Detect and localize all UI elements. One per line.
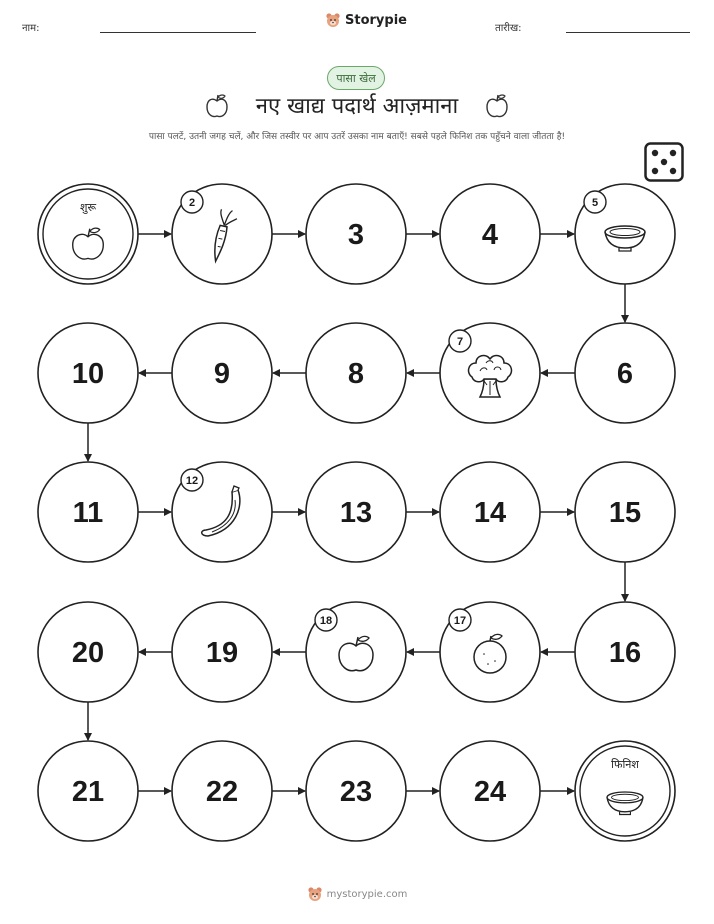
board-space-4 [440,184,540,284]
finish-label: फिनिश [611,758,639,771]
footer-url: mystorypie.com [326,888,408,900]
footer [0,886,714,902]
game-type-tag: पासा खेल [327,66,385,90]
board-space-9 [172,323,272,423]
space-number: 11 [72,497,104,529]
space-number: 14 [473,497,507,529]
space-number: 16 [608,637,642,669]
space-number: 18 [319,615,333,627]
board-space-21 [38,741,138,841]
space-number: 7 [456,336,464,348]
board-space-13 [306,462,406,562]
board-space-16 [575,602,675,702]
brand-name: Storypie [345,12,407,28]
space-number: 8 [347,358,365,390]
space-number: 10 [71,358,105,390]
board-space-17 [440,602,540,702]
page-title: नए खाद्य पदार्थ आज़माना [255,94,459,119]
board-space-7 [440,323,540,423]
board-space-2 [172,184,272,284]
space-number: 19 [205,637,239,669]
board-space-12 [172,462,272,562]
space-number: 12 [185,475,199,487]
board-space-18 [306,602,406,702]
board-space-23 [306,741,406,841]
space-number: 23 [339,776,373,808]
space-number: 3 [347,219,365,251]
board-space-19 [172,602,272,702]
space-number: 9 [213,358,231,390]
space-number: 24 [473,776,507,808]
board-space-11 [38,462,138,562]
bear-logo-icon [307,886,323,902]
finish-space [575,741,675,841]
space-number: 21 [71,776,105,808]
space-number: 6 [616,358,634,390]
board-space-15 [575,462,675,562]
board-space-3 [306,184,406,284]
space-number: 5 [591,197,599,209]
board-space-5 [575,184,675,284]
date-label: तारीख: [495,23,522,34]
space-number: 20 [71,637,105,669]
board-space-14 [440,462,540,562]
board-space-24 [440,741,540,841]
board-space-20 [38,602,138,702]
instructions: पासा पलटें, उतनी जगह चलें, और जिस तस्वीर पर आप उतरें उसका नाम बताएँ! सबसे पहले फिनिश तक पहुँचने वाला जीतता है! [148,132,566,142]
board-space-10 [38,323,138,423]
start-label: शुरू [79,201,97,214]
space-circle [575,741,675,841]
space-number: 13 [339,497,373,529]
start-space [38,184,138,284]
space-number: 22 [205,776,239,808]
board-space-8 [306,323,406,423]
board-space-22 [172,741,272,841]
name-label: नाम: [22,23,40,34]
space-number: 17 [453,615,467,627]
space-number: 2 [188,197,196,209]
board-space-6 [575,323,675,423]
space-number: 4 [481,219,499,251]
space-number: 15 [608,497,642,529]
